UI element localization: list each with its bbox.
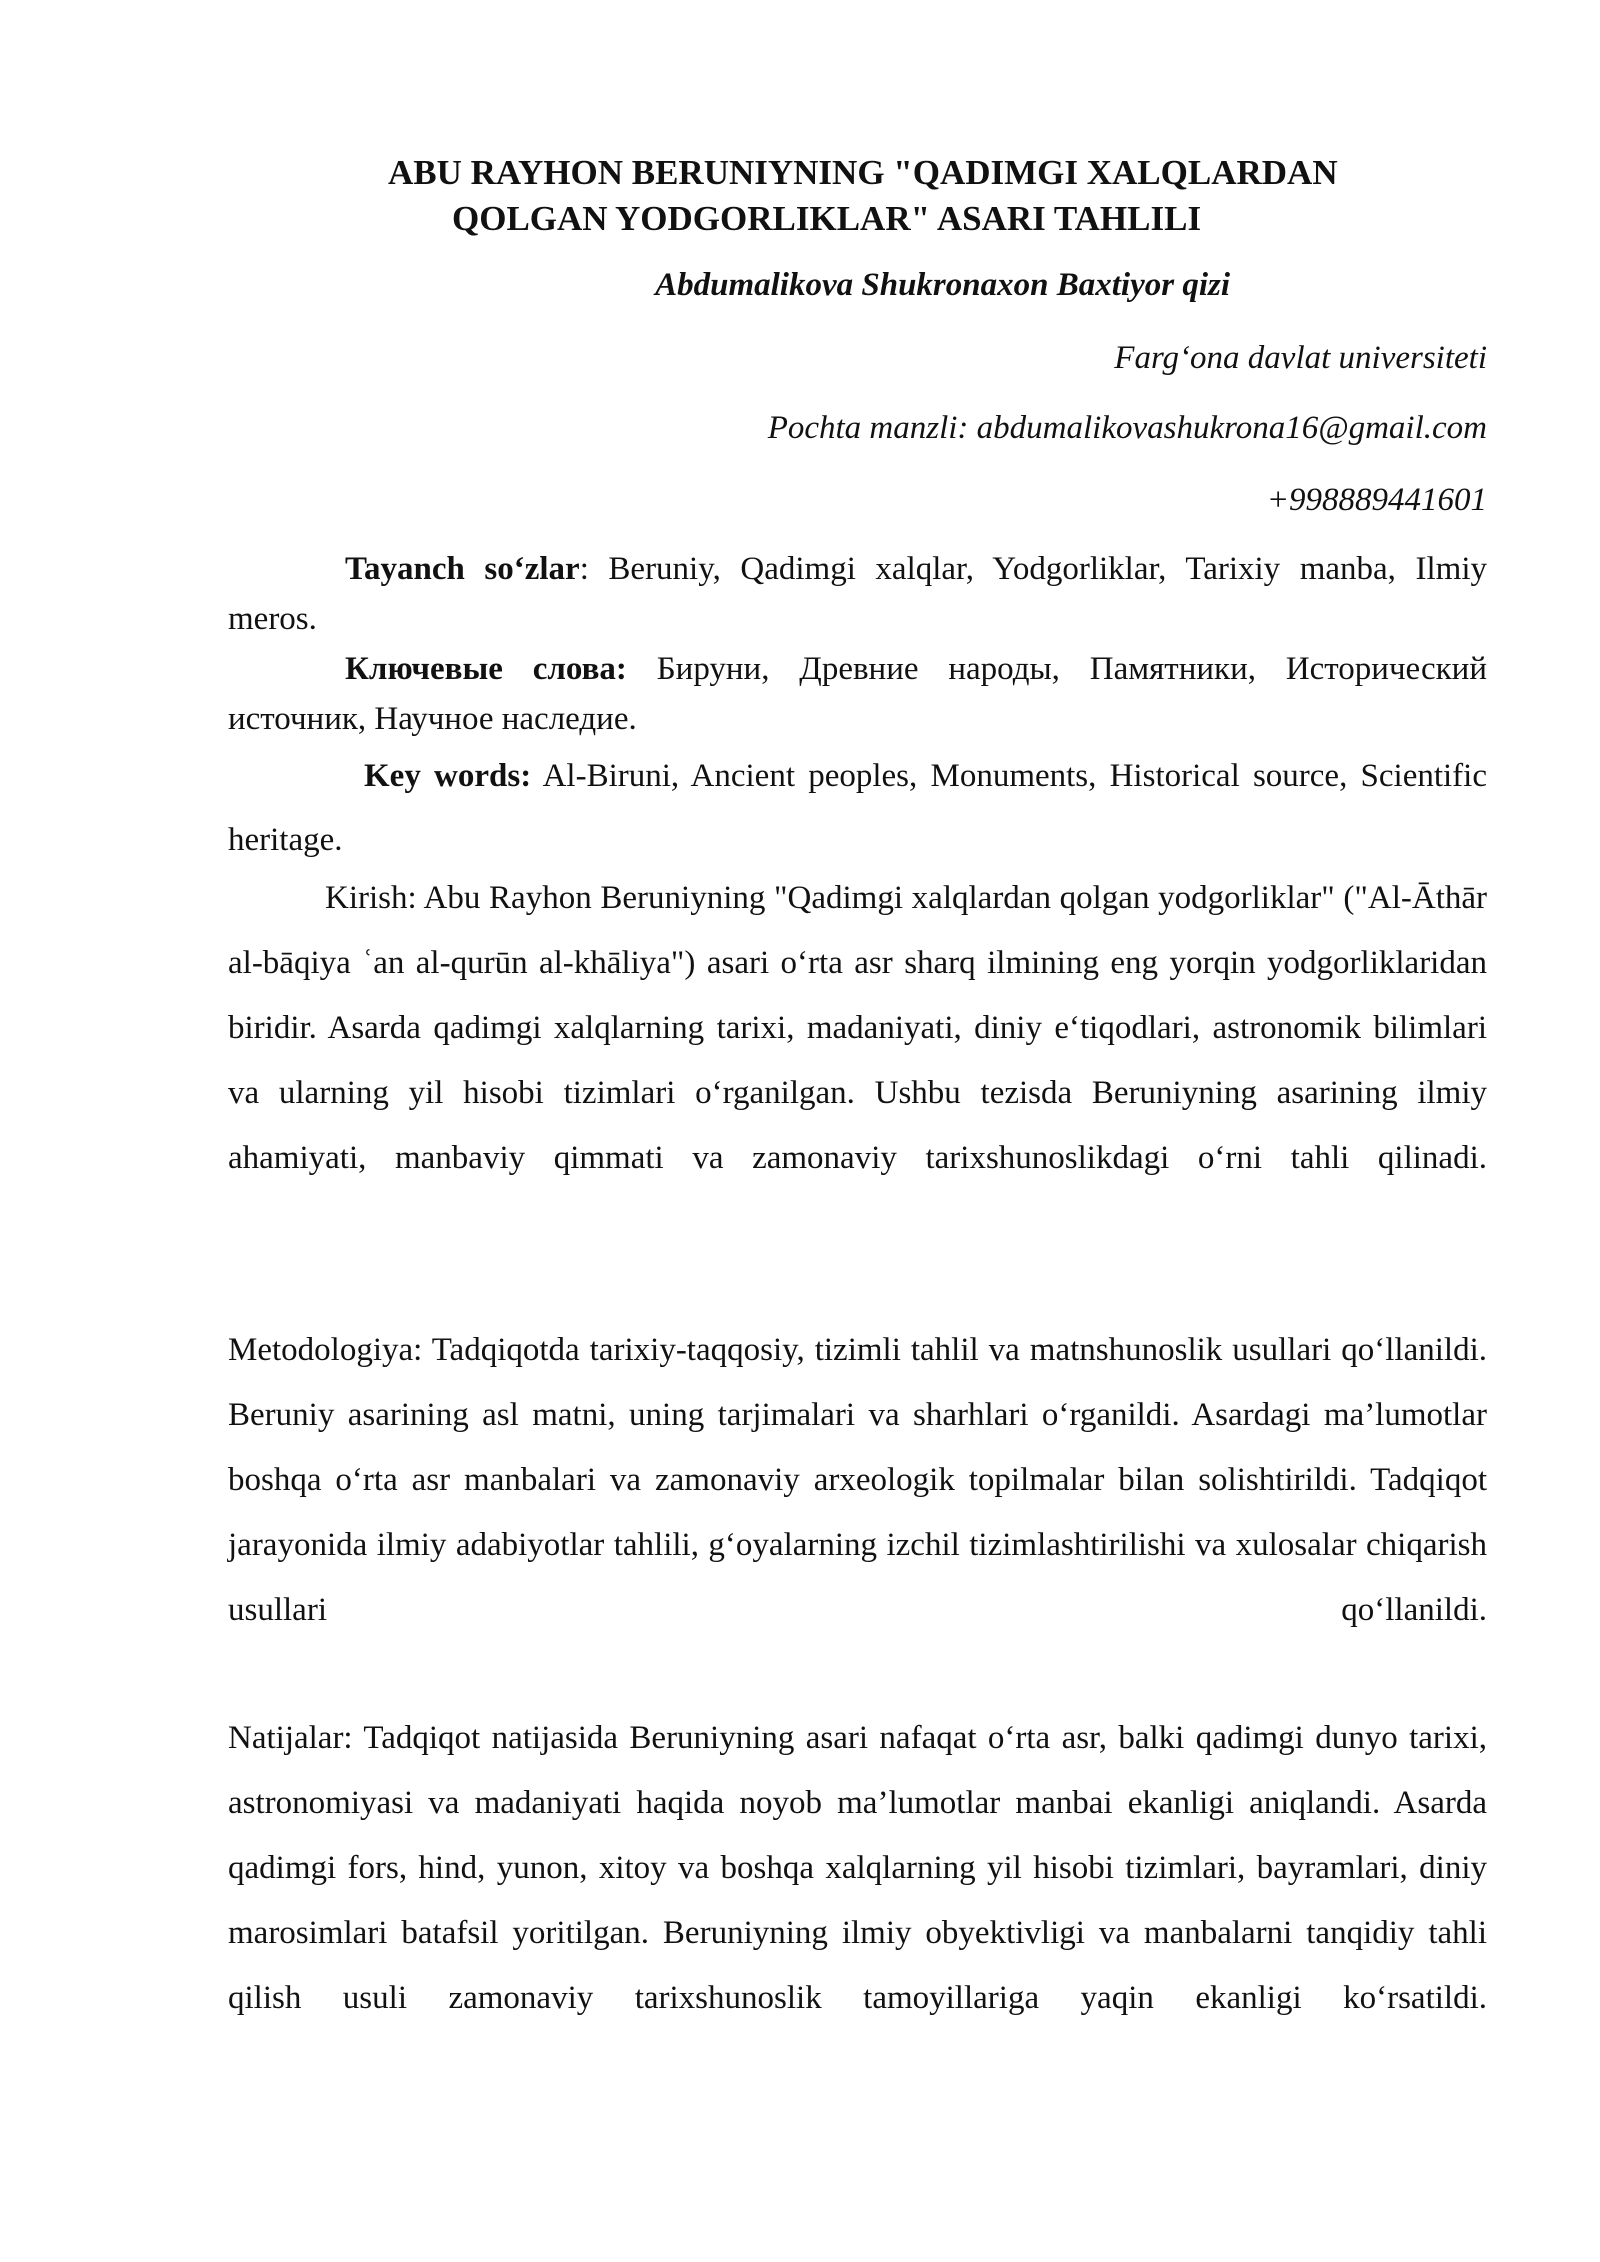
methodology-paragraph: Metodologiya: Tadqiqotda tarixiy-taqqosiy, tizimli tahlil va matnshunoslik usullari qo‘llanildi. Beruniy asarining asl matni, uning tarjimalari va sharhlari o‘rganildi. Asardagi ma’lumotlar boshqa o‘rta asr manbalari va zamonaviy arxeologik topilmalar bilan solishtirildi. Tadqiqot jarayonida ilmiy adabiyotlar tahlili, g‘oyalarning izchil tizimlashtirilishi va xulosalar chiqarish usullari qo‘llanildi.	[228, 1332, 1487, 1628]
keywords-uzbek-text: : Beruniy, Qadimgi xalqlar, Yodgorliklar, Tarixiy manba, Ilmiy meros.	[228, 551, 1487, 637]
keywords-english	[228, 744, 1487, 872]
author-name: Abdumalikova Shukronaxon Baxtiyor qizi	[655, 267, 1230, 303]
keywords-uzbek-label: Tayanch so‘zlar	[345, 551, 580, 587]
introduction-paragraph: Kirish: Abu Rayhon Beruniyning "Qadimgi xalqlardan qolgan yodgorliklar" ("Al-Āthār al-bāqiya ʿan al-qurūn al-khāliya") asari o‘rta asr sharq ilmining eng yorqin yodgorliklaridan biridir. Asarda qadimgi xalqlarning tarixi, madaniyati, diniy e‘tiqodlari, astronomik bilimlari va ularning yil hisobi tizimlari o‘rganilgan. Ushbu tezisda Beruniyning asarining ilmiy ahamiyati, manbaviy qimmati va zamonaviy tarixshunoslikdagi o‘rni tahli qilinadi.	[228, 880, 1487, 1176]
keywords-english-label: Key words:	[364, 758, 532, 794]
keywords-russian	[228, 644, 1487, 744]
keywords-russian-label: Ключевые слова:	[345, 651, 627, 687]
title-line-2: QOLGAN YODGORLIKLAR" ASARI TAHLILI	[452, 199, 1202, 238]
keywords-russian-text: Бируни, Древние народы, Памятники, Исторический источник, Научное наследие.	[228, 651, 1488, 737]
results-paragraph: Natijalar: Tadqiqot natijasida Beruniyning asari nafaqat o‘rta asr, balki qadimgi dunyo tarixi, astronomiyasi va madaniyati haqida noyob ma’lumotlar manbai ekanligi aniqlandi. Asarda qadimgi fors, hind, yunon, xitoy va boshqa xalqlarning yil hisobi tizimlari, bayramlari, diniy marosimlari batafsil yoritilgan. Beruniyning ilmiy obyektivligi va manbalarni tanqidiy tahli qilish usuli zamonaviy tarixshunoslik tamoyillariga yaqin ekanligi ko‘rsatildi.	[228, 1720, 1487, 2016]
title-line-1: ABU RAYHON BERUNIYNING "QADIMGI XALQLARDAN	[388, 153, 1338, 192]
author-affiliation: Farg‘ona davlat universiteti	[1114, 340, 1487, 376]
keywords-uzbek	[228, 544, 1487, 644]
author-phone: +998889441601	[1266, 482, 1487, 518]
author-email: Pochta manzli: abdumalikovashukrona16@gmail.com	[767, 410, 1487, 446]
keywords-english-text: Al-Biruni, Ancient peoples, Monuments, Historical source, Scientific heritage.	[228, 758, 1487, 858]
paper-title	[388, 150, 1488, 242]
